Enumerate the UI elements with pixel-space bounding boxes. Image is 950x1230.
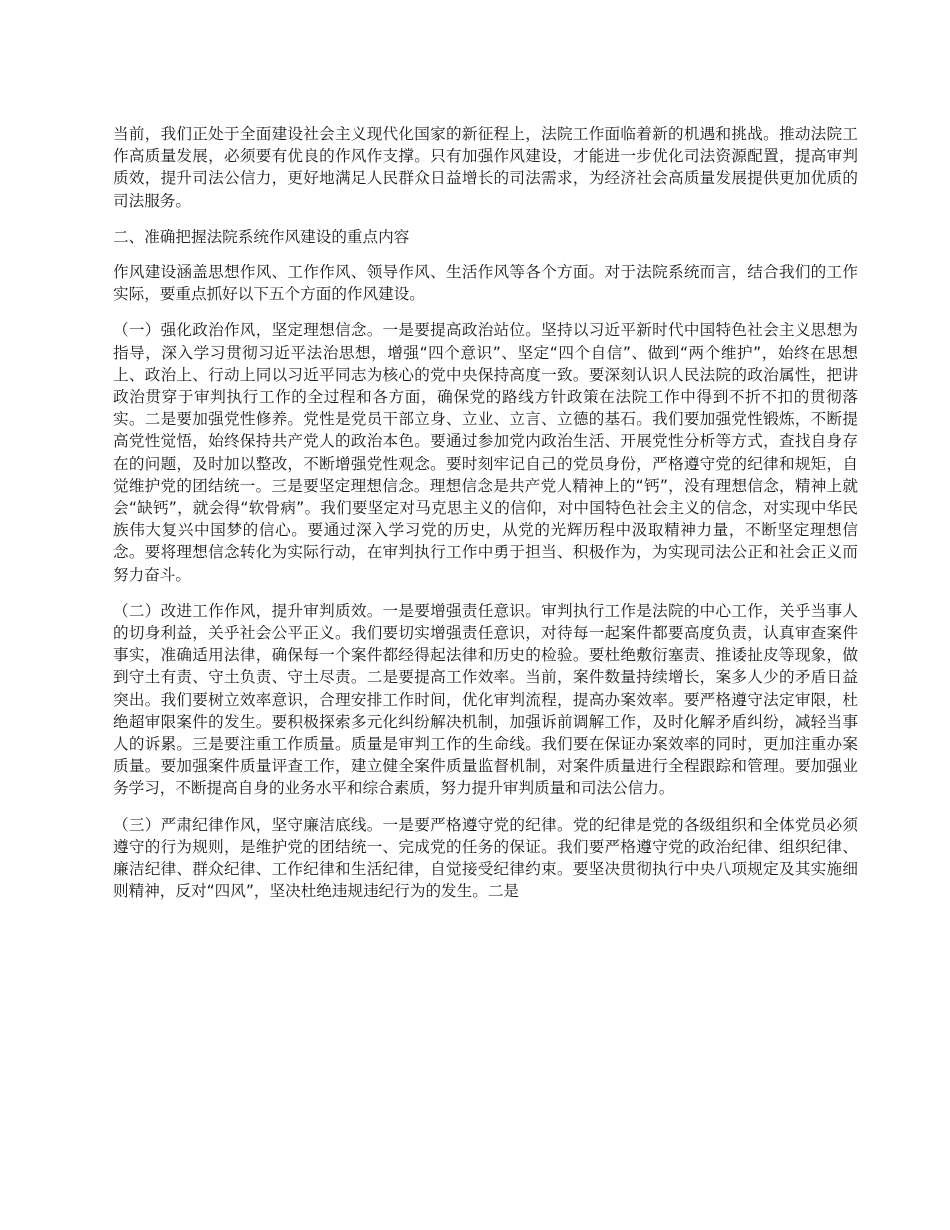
section-intro-paragraph: 作风建设涵盖思想作风、工作作风、领导作风、生活作风等各个方面。对于法院系统而言，结合我们的工作实际，要重点抓好以下五个方面的作风建设。 [113, 263, 858, 304]
point-3-paragraph: （三）严肃纪律作风，坚守廉洁底线。一是要严格遵守党的纪律。党的纪律是党的各级组织和全体党员必须遵守的行为规则，是维护党的团结统一、完成党的任务的保证。我们要严格遵守党的政治纪律、组织纪律、廉洁纪律、群众纪律、工作纪律和生活纪律，自觉接受纪律约束。要坚决贯彻执行中央八项规定及其实施细则精神，反对“四风”，坚决杜绝违规违纪行为的发生。二是 [113, 815, 858, 901]
section-heading: 二、准确把握法院系统作风建设的重点内容 [113, 227, 410, 246]
document-body [113, 123, 858, 917]
point-1-paragraph: （一）强化政治作风，坚定理想信念。一是要提高政治站位。坚持以习近平新时代中国特色社会主义思想为指导，深入学习贯彻习近平法治思想，增强“四个意识”、坚定“四个自信”、做到“两个维护”，始终在思想上、政治上、行动上同以习近平同志为核心的党中央保持高度一致。要深刻认识人民法院的政治属性，把讲政治贯穿于审判执行工作的全过程和各方面，确保党的路线方针政策在法院工作中得到不折不扣的贯彻落实。二是要加强党性修养。党性是党员干部立身、立业、立言、立德的基石。我们要加强党性锻炼，不断提高党性觉悟，始终保持共产党人的政治本色。要通过参加党内政治生活、开展党性分析等方式，查找自身存在的问题，及时加以整改，不断增强党性观念。要时刻牢记自己的党员身份，严格遵守党的纪律和规矩，自觉维护党的团结统一。三是要坚定理想信念。理想信念是共产党人精神上的“钙”，没有理想信念，精神上就会“缺钙”，就会得“软骨病”。我们要坚定对马克思主义的信仰，对中国特色社会主义的信念，对实现中华民族伟大复兴中国梦的信心。要通过深入学习党的历史，从党的光辉历程中汲取精神力量，不断坚定理想信念。要将理想信念转化为实际行动，在审判执行工作中勇于担当、积极作为，为实现司法公正和社会正义而努力奋斗。 [113, 321, 858, 584]
point-2-paragraph: （二）改进工作作风，提升审判质效。一是要增强责任意识。审判执行工作是法院的中心工作，关乎当事人的切身利益，关乎社会公平正义。我们要切实增强责任意识，对待每一起案件都要高度负责，认真审查案件事实，准确适用法律，确保每一个案件都经得起法律和历史的检验。要杜绝敷衍塞责、推诿扯皮等现象，做到守土有责、守土负责、守土尽责。二是要提高工作效率。当前，案件数量持续增长，案多人少的矛盾日益突出。我们要树立效率意识，合理安排工作时间，优化审判流程，提高办案效率。要严格遵守法定审限，杜绝超审限案件的发生。要积极探索多元化纠纷解决机制，加强诉前调解工作，及时化解矛盾纠纷，减轻当事人的诉累。三是要注重工作质量。质量是审判工作的生命线。我们要在保证办案效率的同时，更加注重办案质量。要加强案件质量评查工作，建立健全案件质量监督机制，对案件质量进行全程跟踪和管理。要加强业务学习，不断提高自身的业务水平和综合素质，努力提升审判质量和司法公信力。 [113, 601, 858, 798]
intro-paragraph: 当前，我们正处于全面建设社会主义现代化国家的新征程上，法院工作面临着新的机遇和挑战。推动法院工作高质量发展，必须要有优良的作风作支撑。只有加强作风建设，才能进一步优化司法资源配置，提高审判质效，提升司法公信力，更好地满足人民群众日益增长的司法需求，为经济社会高质量发展提供更加优质的司法服务。 [113, 125, 858, 210]
